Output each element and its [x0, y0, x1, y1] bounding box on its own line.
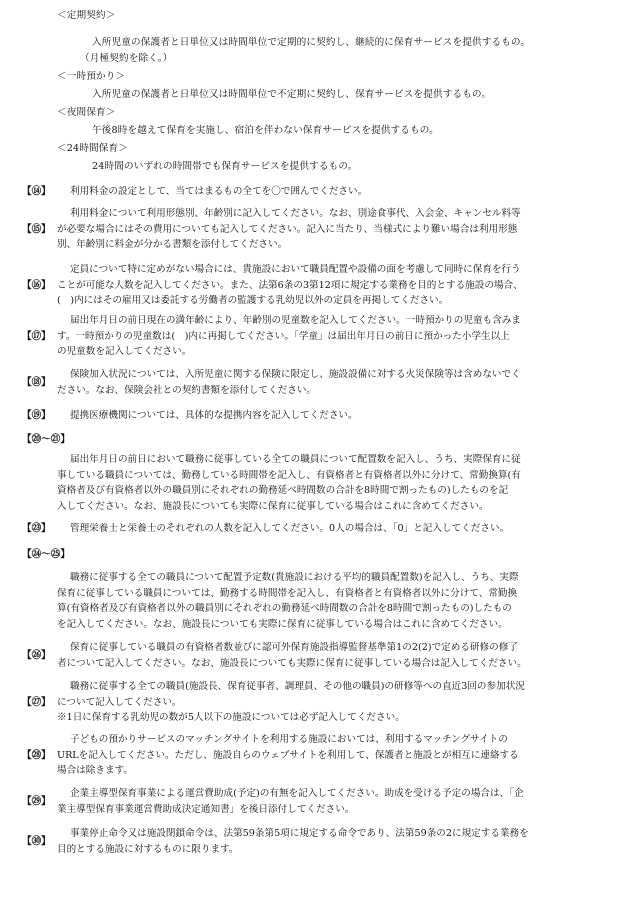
item-14-number: 【⑭】	[22, 186, 51, 197]
item-24-25-line: 職務に従事する全ての職員について配置予定数(貴施設における平均的職員配置数)を記入し、うち、実際	[70, 572, 519, 583]
item-28-line: 子どもの預かりサービスのマッチングサイトを利用する施設においては、利用するマッチングサイトの	[70, 734, 508, 745]
item-30-line: 事業停止命令又は施設閉鎖命令は、法第59条第5項に規定する命令であり、法第59条の2に規定する業務を	[70, 828, 529, 839]
item-18-text	[57, 367, 521, 398]
item-29-line: 企業主導型保育事業による運営費助成(予定)の有無を記入してください。助成を受ける予定の場合は、「企	[70, 788, 524, 799]
teiki-heading: ＜定期契約＞	[57, 10, 116, 21]
ichiji-text-1: 入所児童の保護者と日単位又は時間単位で不定期に契約し、保育サービスを提供するもの。	[92, 89, 492, 100]
teiki-text-1: 入所児童の保護者と日単位又は時間単位で定期的に契約し、継続的に保育サービスを提供するもの。	[92, 37, 531, 48]
item-15-line: が必要な場合にはその費用についても記入してください。記入に当たり、当様式により難い場合は利用形態	[57, 223, 518, 235]
item-17-text	[57, 313, 521, 360]
h24-text-1: 24時間のいずれの時間帯でも保育サービスを提供するもの。	[92, 161, 358, 172]
item-30-number: 【㉚】	[22, 836, 51, 847]
item-18-line: 保険加入状況については、入所児童に関する保険に限定し、施設設備に対する火災保険等は含めないでく	[70, 369, 521, 380]
item-20-21-text	[57, 452, 521, 514]
item-14-line: 利用料金の設定として、当てはまるもの全てを〇で囲んでください。	[70, 186, 368, 197]
item-14-text	[57, 184, 367, 200]
item-20-21-number: 【⑳～㉑】	[22, 434, 70, 445]
item-30-text	[57, 826, 529, 857]
item-28-line: 場合は除きます。	[57, 765, 133, 776]
item-17-line: す。一時預かりの児童数は( )内に再掲してください。「学童」は届出年月日の前日に預かった小学生以上	[57, 330, 510, 342]
item-17-number: 【⑰】	[22, 331, 51, 342]
item-16-line: ことが可能な人数を記入してください。また、法第6条の3第12項に規定する業務を目的とする施設の場合、	[57, 279, 523, 291]
item-26-line: 者について記入してください。なお、施設長についても実際に保育に従事している場合は記入してください。	[57, 657, 527, 669]
item-24-25-text	[57, 570, 519, 632]
item-28-line: URLを記入してください。ただし、施設自らのウェブサイトを利用して、保護者と施設とが相互に連絡する	[57, 749, 519, 761]
item-28-number: 【㉘】	[22, 750, 51, 761]
item-26-text	[57, 640, 527, 671]
item-16-text	[57, 262, 523, 309]
item-15-text	[57, 206, 521, 253]
h24-heading: ＜24時間保育＞	[57, 143, 128, 154]
item-24-25-line: 算(有資格者及び有資格者以外の職員別にそれぞれの勤務延べ時間数の合計を8時間で割ったもの)したもの	[57, 603, 512, 614]
item-17-line: 届出年月日の前日現在の満年齢により、年齢別の児童数を記入してください。一時預かりの児童も含みま	[70, 315, 521, 326]
yakan-text-1: 午後8時を越えて保育を実施し、宿泊を伴わない保育サービスを提供するもの。	[92, 125, 439, 136]
item-29-line: 業主導型保育事業運営費助成決定通知書」を後日添付してください。	[57, 803, 355, 815]
item-15-line: 別、年齢別に料金が分かる書類を添付してください。	[57, 239, 288, 250]
item-24-25-line: を記入してください。なお、施設長についても実際に保育に従事している場合はこれに含めてください。	[57, 618, 508, 630]
item-16-line: 定員について特に定めがない場合には、貴施設において職員配置や設備の面を考慮して同時に保育を行う	[70, 264, 521, 275]
item-27-text	[57, 679, 525, 726]
yakan-heading: ＜夜間保育＞	[57, 107, 116, 118]
item-24-25-number: 【㉔～㉕】	[22, 549, 70, 560]
item-29-text	[57, 786, 524, 817]
item-19-line: 提携医療機関については、具体的な提携内容を記入してください。	[70, 410, 358, 421]
item-26-number: 【㉖】	[22, 650, 51, 661]
item-18-line: ださい。なお、保険会社との契約書類を添付してください。	[57, 384, 317, 396]
item-28-text	[57, 732, 519, 779]
item-24-25-line: 保育に従事している職員については、勤務する時間帯を記入し、有資格者と有資格者以外に分けて、常勤換	[57, 587, 518, 599]
item-29-number: 【㉙】	[22, 796, 51, 807]
item-27-line: について記入してください。	[57, 696, 182, 708]
item-26-line: 保育に従事している職員の有資格者数並びに認可外保育施設指導監督基準第1の2(2)で定める研修の修了	[70, 642, 518, 653]
item-16-line: ( )内にはその雇用又は委託する労働者の監護する乳幼児以外の定員を再掲してください。	[57, 295, 449, 306]
item-23-text	[57, 521, 509, 537]
item-19-number: 【⑲】	[22, 410, 51, 421]
item-20-21-line: 事している職員については、勤務している時間帯を記入し、有資格者と有資格者以外に分けて、常勤換算(有	[57, 469, 521, 481]
item-19-text	[57, 408, 358, 424]
ichiji-heading: ＜一時預かり＞	[57, 71, 126, 82]
item-15-line: 利用料金について利用形態別、年齢別に記入してください。なお、別途食事代、入会金、キャンセル料等	[70, 208, 521, 219]
item-17-line: の児童数を記入してください。	[57, 346, 192, 357]
item-15-number: 【⑮】	[22, 224, 51, 235]
teiki-text-2: （月極契約を除く。）	[80, 53, 173, 64]
item-23-number: 【㉓】	[22, 523, 51, 534]
item-20-21-line: 届出年月日の前日において職務に従事している全ての職員について配置数を記入し、うち、実際保育に従	[70, 454, 521, 465]
item-18-number: 【⑱】	[22, 377, 51, 388]
item-27-number: 【㉗】	[22, 697, 51, 708]
item-27-line: ※1日に保育する乳幼児の数が5人以下の施設については必ず記入してください。	[57, 712, 405, 723]
item-20-21-line: 入してください。なお、施設長についても実際に保育に従事している場合はこれに含めてください。	[57, 500, 489, 512]
item-27-line: 職務に従事する全ての職員(施設長、保育従事者、調理員、その他の職員)の研修等への直近3回の参加状況	[70, 681, 525, 692]
item-23-line: 管理栄養士と栄養士のそれぞれの人数を記入してください。0人の場合は、「0」と記入してください。	[70, 523, 510, 534]
item-20-21-line: 資格者及び有資格者以外の職員別にそれぞれの勤務延べ時間数の合計を8時間で割ったもの)したものを記	[57, 485, 509, 496]
item-30-line: 目的とする施設に対するものに限ります。	[57, 843, 239, 855]
item-16-number: 【⑯】	[22, 280, 51, 291]
